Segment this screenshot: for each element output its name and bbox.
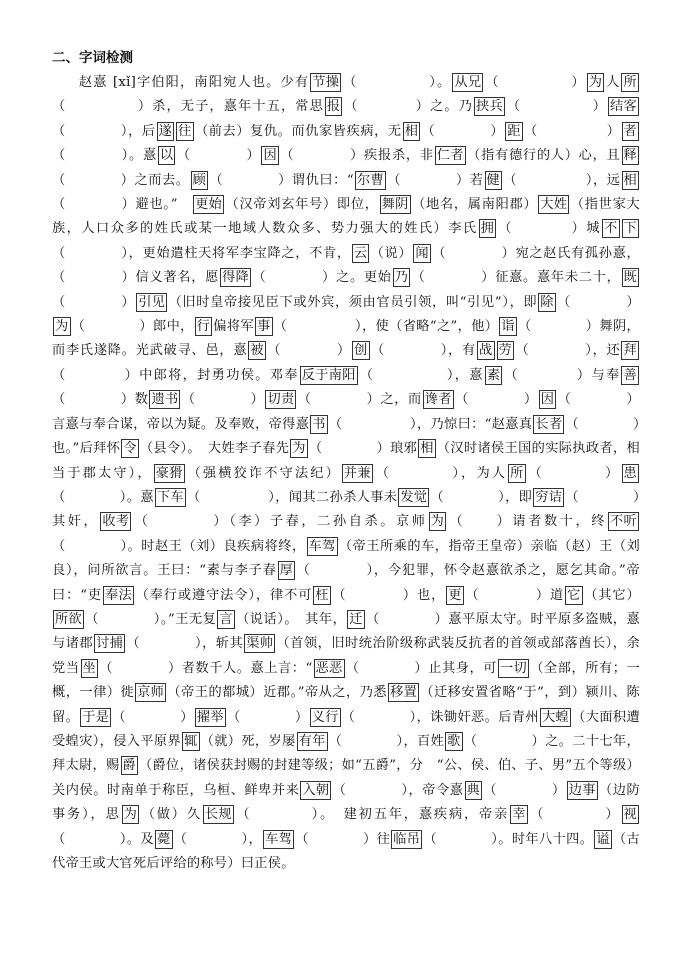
passage-text: （奉行或遵守法令），律不可	[134, 587, 313, 603]
boxed-keyword: 谗者	[424, 392, 452, 408]
boxed-keyword: 患	[623, 465, 637, 481]
boxed-keyword: 诣	[501, 319, 515, 335]
boxed-keyword: 以	[159, 148, 174, 164]
boxed-keyword: 距	[507, 123, 521, 139]
passage-text: （ ）也。”后拜怀	[52, 416, 641, 457]
passage-text: （大面积遭受蝗灾），侵入平原界	[52, 709, 640, 749]
boxed-keyword: 切责	[267, 392, 295, 408]
boxed-keyword: 所	[510, 465, 524, 481]
boxed-keyword: 迁	[349, 611, 363, 627]
boxed-keyword: 发觉	[400, 489, 428, 505]
boxed-keyword: 除	[540, 294, 554, 310]
passage-text: （ ）（李）子春，二孙自杀。京师	[132, 514, 428, 530]
passage-text: （ ），更始遣柱天将军李宝降之，不肯，	[52, 245, 351, 261]
passage-text: （ ），	[173, 831, 263, 847]
boxed-keyword: 因	[540, 392, 555, 408]
boxed-keyword: 穷诘	[535, 489, 563, 505]
passage-text: （ ）。及	[52, 831, 155, 847]
boxed-keyword: 相	[623, 172, 638, 188]
passage-text: （ ）杀，无子，憙年十五，常思	[52, 99, 324, 115]
passage-text: （说）	[370, 245, 413, 261]
boxed-keyword: 典	[466, 782, 481, 798]
passage-text: （ ）者数千人。憙上言：“	[99, 660, 313, 676]
passage-text: （强横狡诈不守法纪）	[185, 465, 341, 481]
boxed-keyword: 报	[326, 99, 341, 115]
boxed-keyword: 仁者	[436, 148, 464, 164]
passage-text: （ ）之。乃	[343, 99, 474, 115]
passage-text: （ ）数	[52, 392, 149, 408]
passage-text: （ ）疾报杀，非	[279, 148, 434, 164]
boxed-keyword: 引见	[138, 294, 166, 310]
passage-text: （ ），使（省略“之”，他）	[273, 319, 499, 335]
boxed-keyword: 事	[257, 319, 271, 335]
boxed-keyword: 更	[448, 587, 462, 603]
passage-text: （迁移安置省略“于”，到）颍川、陈留。	[52, 685, 640, 725]
passage-text: （ ）也，	[331, 587, 446, 603]
passage-text: （ ）。”王无复	[84, 611, 217, 627]
boxed-keyword: 更始	[195, 197, 223, 213]
passage-text: （ ）与奉	[503, 367, 621, 383]
passage-text: （ ）之，而	[297, 392, 422, 408]
passage-text: （边防事务），思	[52, 782, 640, 823]
boxed-keyword: 薨	[157, 831, 171, 847]
passage-text: （ ）	[112, 709, 194, 725]
boxed-keyword: 视	[623, 807, 637, 823]
passage-text: （ ）请者数十，终	[447, 514, 608, 530]
boxed-keyword: 书	[312, 416, 326, 432]
passage-text: （ ），后	[52, 123, 156, 139]
passage-text: （ ）城	[497, 221, 601, 237]
passage-text: （ ）谓仇曰：“	[209, 172, 354, 188]
passage-text: （ ）。时赵王（刘）良疾病将终，	[52, 538, 306, 554]
passage-text: （ ），还	[515, 343, 621, 359]
boxed-keyword: 素	[486, 367, 501, 383]
boxed-keyword: 云	[353, 245, 368, 261]
boxed-keyword: 得降	[222, 270, 250, 286]
passage-text: （ ）	[484, 75, 586, 90]
boxed-keyword: 创	[354, 343, 368, 359]
passage-text: （ ），即	[430, 489, 533, 505]
passage-text: （ ）	[266, 343, 352, 359]
boxed-keyword: 它	[567, 587, 581, 603]
passage-text: （ ）	[176, 148, 261, 164]
boxed-keyword: 长者	[535, 416, 563, 432]
passage-text: （旧时皇帝接见臣下或外宾，须由官员引领，叫“引见”），即	[168, 294, 538, 310]
passage-text: （ ）。憙	[52, 489, 154, 505]
passage-text: （ ）若	[386, 172, 484, 188]
passage-text: （就）死，岁屡	[200, 733, 296, 749]
boxed-keyword: 从兄	[454, 75, 482, 90]
boxed-keyword: 于是	[82, 709, 110, 725]
boxed-keyword: 厚	[279, 563, 294, 579]
boxed-keyword: 爵	[122, 758, 137, 774]
boxed-keyword: 所欲	[55, 611, 82, 627]
boxed-keyword: 擢举	[196, 709, 224, 725]
boxed-keyword: 相	[420, 441, 434, 457]
passage-text: （汉时诸侯王国的实际执政者，相当于郡太守），	[52, 441, 640, 481]
boxed-keyword: 遂	[158, 123, 173, 139]
boxed-keyword: 边事	[568, 782, 596, 798]
passage-text: （ ）	[526, 465, 621, 481]
passage-text: （ ）。时年八十四。	[423, 831, 594, 847]
passage-text: （ ）宛之赵氏有孤孙憙，（ ）信义著名，愿	[52, 245, 641, 286]
boxed-keyword: 车驾	[265, 831, 293, 847]
boxed-keyword: 顾	[192, 172, 207, 188]
boxed-keyword: 拜	[623, 343, 637, 359]
passage-text: （ ）	[421, 123, 505, 139]
boxed-keyword: 为	[588, 75, 603, 90]
boxed-keyword: 言	[219, 611, 233, 627]
passage-text: （首领，旧时统治阶级称武装反抗者的首领或部落酋长），余党当	[52, 636, 640, 676]
passage-text: （ ），乃惊曰：“赵憙真	[328, 416, 533, 432]
boxed-keyword: 渠帅	[246, 636, 274, 652]
passage-text: （其它）	[583, 587, 640, 603]
passage-text: （ ）	[556, 294, 640, 310]
passage-text: （县令）。 大姓李子春先	[139, 441, 290, 457]
boxed-keyword: 反于南阳	[301, 367, 356, 383]
passage-text: （做）久	[140, 807, 202, 823]
passage-text: （ ），闻其二孙杀人事未	[186, 489, 398, 505]
boxed-keyword: 大蝗	[542, 709, 570, 725]
boxed-keyword: 行	[196, 319, 211, 335]
boxed-keyword: 一切	[500, 660, 527, 676]
passage-text: （ ）征憙。憙年未二十，	[411, 270, 621, 286]
boxed-keyword: 恶恶	[315, 660, 343, 676]
passage-text: （ ）	[454, 392, 538, 408]
boxed-keyword: 移置	[390, 685, 418, 701]
boxed-keyword: 下	[623, 221, 637, 237]
boxed-keyword: 因	[263, 148, 277, 164]
boxed-keyword: 节操	[312, 75, 340, 90]
boxed-keyword: 拥	[480, 221, 495, 237]
passage-text: （ ）。憙	[52, 148, 157, 164]
boxed-keyword: 豪猾	[155, 465, 183, 481]
boxed-keyword: 所	[623, 75, 637, 90]
passage-text: （ ），斩其	[126, 636, 244, 652]
passage-text: （帝王的都城）近郡。”帝从之，乃悉	[167, 685, 388, 701]
passage-text: （ ）言憙与奉合谋，帝以为疑。及奉败，帝得憙	[52, 392, 640, 432]
passage-text: （ ），为人	[373, 465, 508, 481]
passage-text: （ ），帝令憙	[332, 782, 464, 798]
passage-text: （ ）	[483, 782, 566, 798]
boxed-keyword: 京师	[137, 685, 165, 701]
boxed-keyword: 劳	[498, 343, 512, 359]
passage-text: （ ）	[506, 99, 608, 115]
boxed-keyword: 令	[123, 441, 137, 457]
passage-text: （ ）	[181, 392, 265, 408]
boxed-keyword: 临吊	[393, 831, 421, 847]
passage-text: （ ）。 建初五年，憙疾病，帝亲	[234, 807, 510, 823]
boxed-keyword: 为	[430, 514, 445, 530]
boxed-keyword: 被	[250, 343, 264, 359]
boxed-keyword: 挟兵	[476, 99, 504, 115]
passage-text: （ ）之而去。	[52, 172, 190, 188]
passage-text: （ ），远	[503, 172, 621, 188]
boxed-keyword: 闻	[415, 245, 429, 261]
passage-text: （ ）	[523, 123, 621, 139]
section-title: 二、字词检测	[52, 50, 133, 66]
passage-text: （ ）	[528, 807, 621, 823]
boxed-keyword: 收考	[102, 514, 130, 530]
passage-text: （ ）憙平原太守。时平原多盗贼，憙与诸郡	[52, 611, 641, 652]
boxed-keyword: 战	[479, 343, 493, 359]
boxed-keyword: 幸	[512, 807, 526, 823]
boxed-keyword: 为	[292, 441, 306, 457]
boxed-keyword: 枉	[315, 587, 329, 603]
passage-text: （ ），憙	[358, 367, 484, 383]
passage-text: （前去）复仇。而仇家皆疾病，无	[194, 123, 402, 139]
passage-text: 人	[605, 75, 621, 90]
passage-text: （ ）避也。”	[52, 197, 193, 213]
passage-text: （ ）之。更始	[252, 270, 392, 286]
boxed-keyword: 为	[123, 807, 138, 823]
boxed-keyword: 有年	[298, 733, 326, 749]
passage-text: （爵位，诸侯获封赐的封建等级；如“五爵”，分 “公、侯、伯、子、男”五个等级）关内侯。时南单于称臣，乌桓、鲜卑并来	[52, 758, 640, 798]
passage-text: （ ），有	[370, 343, 476, 359]
passage-text: （指世家大族，人口众多的姓氏或某一地域人数众多、势力强大的姓氏）李氏	[52, 197, 640, 237]
boxed-keyword: 释	[623, 148, 637, 164]
boxed-keyword: 大姓	[540, 197, 568, 213]
boxed-keyword: 辄	[184, 733, 198, 749]
boxed-keyword: 遗书	[151, 392, 179, 408]
boxed-keyword: 车驾	[308, 538, 336, 554]
boxed-keyword: 坐	[82, 660, 96, 676]
boxed-keyword: 并兼	[343, 465, 371, 481]
boxed-keyword: 舞阴	[381, 197, 409, 213]
boxed-keyword: 长规	[204, 807, 232, 823]
passage-text: （ ）其奸，	[52, 489, 640, 530]
passage-text: （ ）中郎将，封勇功侯。邓奉	[52, 367, 299, 383]
passage-text: （ ）郎中，	[71, 319, 194, 335]
passage-text: （地名，属南阳郡）	[411, 197, 538, 213]
boxed-keyword: 者	[623, 123, 637, 139]
passage-text: （ ）	[226, 709, 309, 725]
boxed-keyword: 谥	[596, 831, 610, 847]
boxed-keyword: 既	[623, 270, 638, 286]
passage	[52, 71, 640, 876]
passage-text: （ ）	[52, 294, 136, 310]
boxed-keyword: 善	[623, 367, 637, 383]
passage-text: （ ）之。二十七年，拜太尉，赐	[52, 733, 640, 774]
passage-text: （古代帝王或大官死后评给的称号）曰正侯。	[52, 831, 640, 871]
passage-text: （ ）往	[295, 831, 391, 847]
passage-text: （全部，所有；一概，一律）徙	[52, 660, 640, 701]
boxed-keyword: 相	[404, 123, 419, 139]
passage-text: （ ）。	[342, 75, 452, 90]
passage-text: （ ），百姓	[328, 733, 445, 749]
boxed-keyword: 乃	[394, 270, 409, 286]
boxed-keyword: 不听	[610, 514, 637, 530]
passage-text: （ ）舞阴，而李氏遂降。光武破寻、邑，憙	[52, 319, 641, 359]
passage-text: （指有德行的人）心，且	[466, 148, 621, 164]
boxed-keyword: 健	[486, 172, 501, 188]
boxed-keyword: 尔曹	[356, 172, 384, 188]
passage-text: 赵憙 [xǐ]字伯阳，南阳宛人也。少有	[78, 75, 310, 90]
boxed-keyword: 结客	[610, 99, 637, 115]
boxed-keyword: 往	[178, 123, 192, 139]
boxed-keyword: 下车	[156, 489, 184, 505]
boxed-keyword: 奉法	[104, 587, 132, 603]
worksheet	[52, 48, 640, 876]
boxed-keyword: 歌	[447, 733, 461, 749]
passage-text: （ ）道	[464, 587, 565, 603]
boxed-keyword: 不	[604, 221, 618, 237]
passage-text: 偏将军	[213, 319, 255, 335]
passage-text: （帝王所乘的车，指帝王皇帝）亲临（赵）王（刘良），问所欲言。王曰：“素与李子春	[52, 538, 640, 579]
boxed-keyword: 义行	[311, 709, 339, 725]
boxed-keyword: 讨捕	[96, 636, 124, 652]
boxed-keyword: 为	[55, 319, 69, 335]
passage-text: （说话）。 其年，	[235, 611, 347, 627]
passage-text: （ ）琅邪	[308, 441, 418, 457]
passage-text: （汉帝刘玄年号）即位，	[225, 197, 379, 213]
passage-text: （ ），诛锄奸恶。后青州	[341, 709, 540, 725]
passage-text: （ ）止其身，可	[345, 660, 498, 676]
passage-text: （ ），今犯罪，怀令赵憙欲杀之，愿乞其命。”帝曰：“吏	[52, 563, 640, 603]
boxed-keyword: 入朝	[302, 782, 330, 798]
